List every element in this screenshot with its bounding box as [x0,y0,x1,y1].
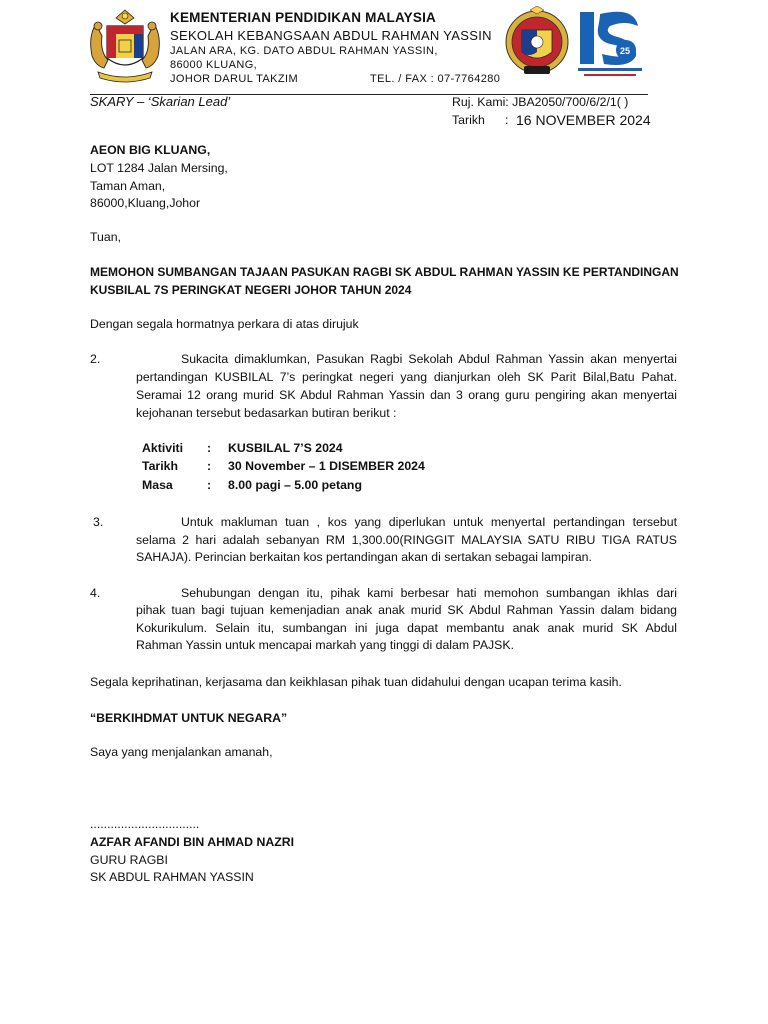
reference-number: Ruj. Kami: JBA2050/700/6/2/1( ) [452,95,629,109]
detail-separator: : [207,441,212,455]
detail-label: Tarikh [142,459,178,473]
para3-line-3b: Perincian berkaitan kos pertandingan akan di sertakan sebagai lampiran. [191,550,592,564]
salutation: Tuan, [90,230,121,244]
address-line-2: 86000 KLUANG, [170,59,258,71]
detail-value: 30 November – 1 DISEMBER 2024 [228,459,425,473]
date-separator: : [505,113,509,127]
address-line-1: JALAN ARA, KG. DATO ABDUL RAHMAN YASSIN, [170,45,438,57]
date-label: Tarikh [452,113,485,127]
para2-line-3: Seramai 12 orang murid SK Abdul Rahman Yassin dan 3 orang guru pengiring akan menyertai [136,388,677,402]
slogan: “BERKIHDMAT UNTUK NEGARA” [90,711,288,725]
signature-dots: ................................ [90,817,200,831]
recipient-address-3: 86000,Kluang,Johor [90,196,201,210]
para3-line-2: selama 2 hari adalah sebanyan RM 1,300.00(RINGGIT MALAYSIA SATU RIBU TIGA RATUS [136,533,677,547]
letter-date: 16 NOVEMBER 2024 [516,112,651,128]
address-line-3: JOHOR DARUL TAKZIM [170,73,299,85]
recipient-address-1: LOT 1284 Jalan Mersing, [90,161,228,175]
para4-line-3: Kokurikulum. Selain itu, sumbangan ini juga dapat membantu anak anak murid SK Abdul [136,621,677,635]
detail-separator: : [207,478,212,492]
detail-row [0,457,700,475]
para4-number: 4. [90,586,101,600]
detail-value: KUSBILAL 7’S 2024 [228,441,343,455]
detail-label: Masa [142,478,173,492]
signatory-school: SK ABDUL RAHMAN YASSIN [90,870,254,884]
detail-row [0,439,700,457]
ministry-name: KEMENTERIAN PENDIDIKAN MALAYSIA [170,10,436,25]
opening-line: Dengan segala hormatnya perkara di atas dirujuk [90,317,359,331]
school-crest-logo [504,6,570,82]
signatory-name: AZFAR AFANDI BIN AHMAD NAZRI [90,835,295,849]
para2-line-2: pertandingan KUSBILAL 7’s peringkat negeri yang dianjurkan oleh SK Parit Bilal,Batu Pahat. [136,370,677,384]
para4-line-2: pihak tuan bagi tujuan kemenjadian anak anak murid SK Abdul Rahman Yassin dalam bidang [136,603,677,617]
signatory-title: GURU RAGBI [90,853,168,867]
para3-line-1: Untuk makluman tuan , kos yang diperlukan untuk menyertaI pertandingan tersebut [181,515,677,529]
subject-line-1: MEMOHON SUMBANGAN TAJAAN PASUKAN RAGBI SK ABDUL RAHMAN YASSIN KE PERTANDINGAN [90,265,679,279]
para2-line-1: Sukacita dimaklumkan, Pasukan Ragbi Sekolah Abdul Rahman Yassin akan menyertai [181,352,677,366]
para3-number: 3. [93,515,104,529]
para4-line-4: Rahman Yassin untuk mencapai markah yang tinggi di dalam PAJSK. [136,638,514,652]
detail-value: 8.00 pagi – 5.00 petang [228,478,362,492]
para4-line-1: Sehubungan dengan itu, pihak kami berbesar hati memohon sumbangan ikhlas dari [181,586,677,600]
phone-fax: TEL. / FAX : 07-7764280 [370,73,501,85]
school-name: SEKOLAH KEBANGSAAN ABDUL RAHMAN YASSIN [170,28,492,43]
sign-off: Saya yang menjalankan amanah, [90,745,273,759]
subject-line-2: KUSBILAL 7S PERINGKAT NEGERI JOHOR TAHUN 2024 [90,283,412,297]
detail-label: Aktiviti [142,441,183,455]
para3-line-3a: SAHAJA). [136,550,192,564]
closing-line: Segala keprihatinan, kerjasama dan keikhlasan pihak tuan didahului dengan ucapan terima kasih. [90,675,622,689]
is25-logo [574,6,646,80]
school-motto: SKARY – ‘Skarian Lead’ [90,94,231,109]
para3-line-3 [136,548,592,566]
para2-line-4: kejohanan tersebut bedasarkan butiran berikut : [136,406,397,420]
recipient-address-2: Taman Aman, [90,179,166,193]
recipient-name: AEON BIG KLUANG, [90,143,211,157]
svg-text:25: 25 [620,46,631,56]
para2-number: 2. [90,352,101,366]
detail-row [0,476,700,494]
coat-of-arms-logo [82,6,168,86]
detail-separator: : [207,459,212,473]
